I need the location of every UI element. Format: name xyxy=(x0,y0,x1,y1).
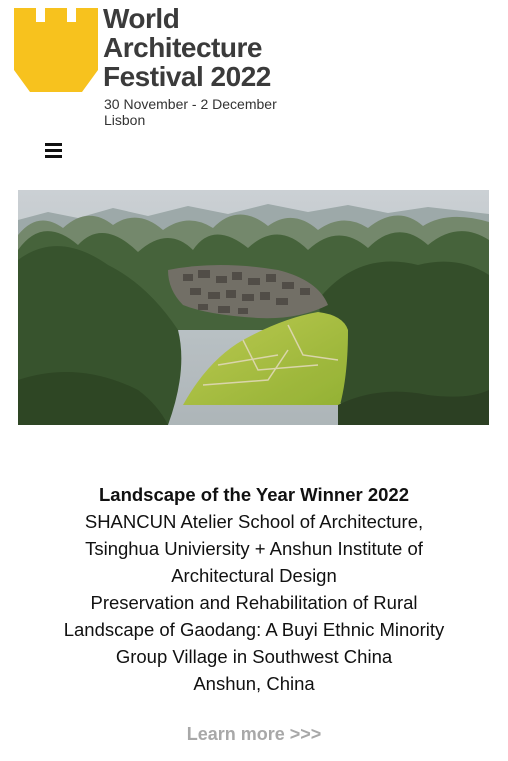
festival-city: Lisbon xyxy=(104,112,146,128)
learn-more-link[interactable]: Learn more >>> xyxy=(186,724,322,744)
aerial-landscape-photo xyxy=(18,190,489,425)
project-line: Preservation and Rehabilitation of Rural xyxy=(90,592,418,613)
project-location: Anshun, China xyxy=(193,673,315,694)
award-category: Landscape of the Year Winner 2022 xyxy=(98,484,409,505)
practice-line: Tsinghua Univiersity + Anshun Institute of xyxy=(85,538,423,559)
brand-title-line: Architecture xyxy=(103,32,262,63)
practice-line: Architectural Design xyxy=(171,565,337,586)
menu-bar xyxy=(45,149,62,152)
brand-title-line: World xyxy=(103,3,180,34)
project-line: Group Village in Southwest China xyxy=(115,646,393,667)
site-header xyxy=(0,0,508,135)
menu-bar xyxy=(45,143,62,146)
menu-bar xyxy=(45,155,62,158)
award-info xyxy=(0,481,508,697)
festival-dates: 30 November - 2 December xyxy=(104,96,277,112)
hamburger-menu-icon[interactable] xyxy=(40,138,68,162)
project-line: Landscape of Gaodang: A Buyi Ethnic Minority xyxy=(63,619,445,640)
hero-image xyxy=(18,190,489,425)
practice-line: SHANCUN Atelier School of Architecture, xyxy=(84,511,424,532)
brand-title-line: Festival 2022 xyxy=(103,61,271,92)
wafx-logo-icon[interactable] xyxy=(14,8,98,92)
brand-title[interactable] xyxy=(103,4,271,91)
